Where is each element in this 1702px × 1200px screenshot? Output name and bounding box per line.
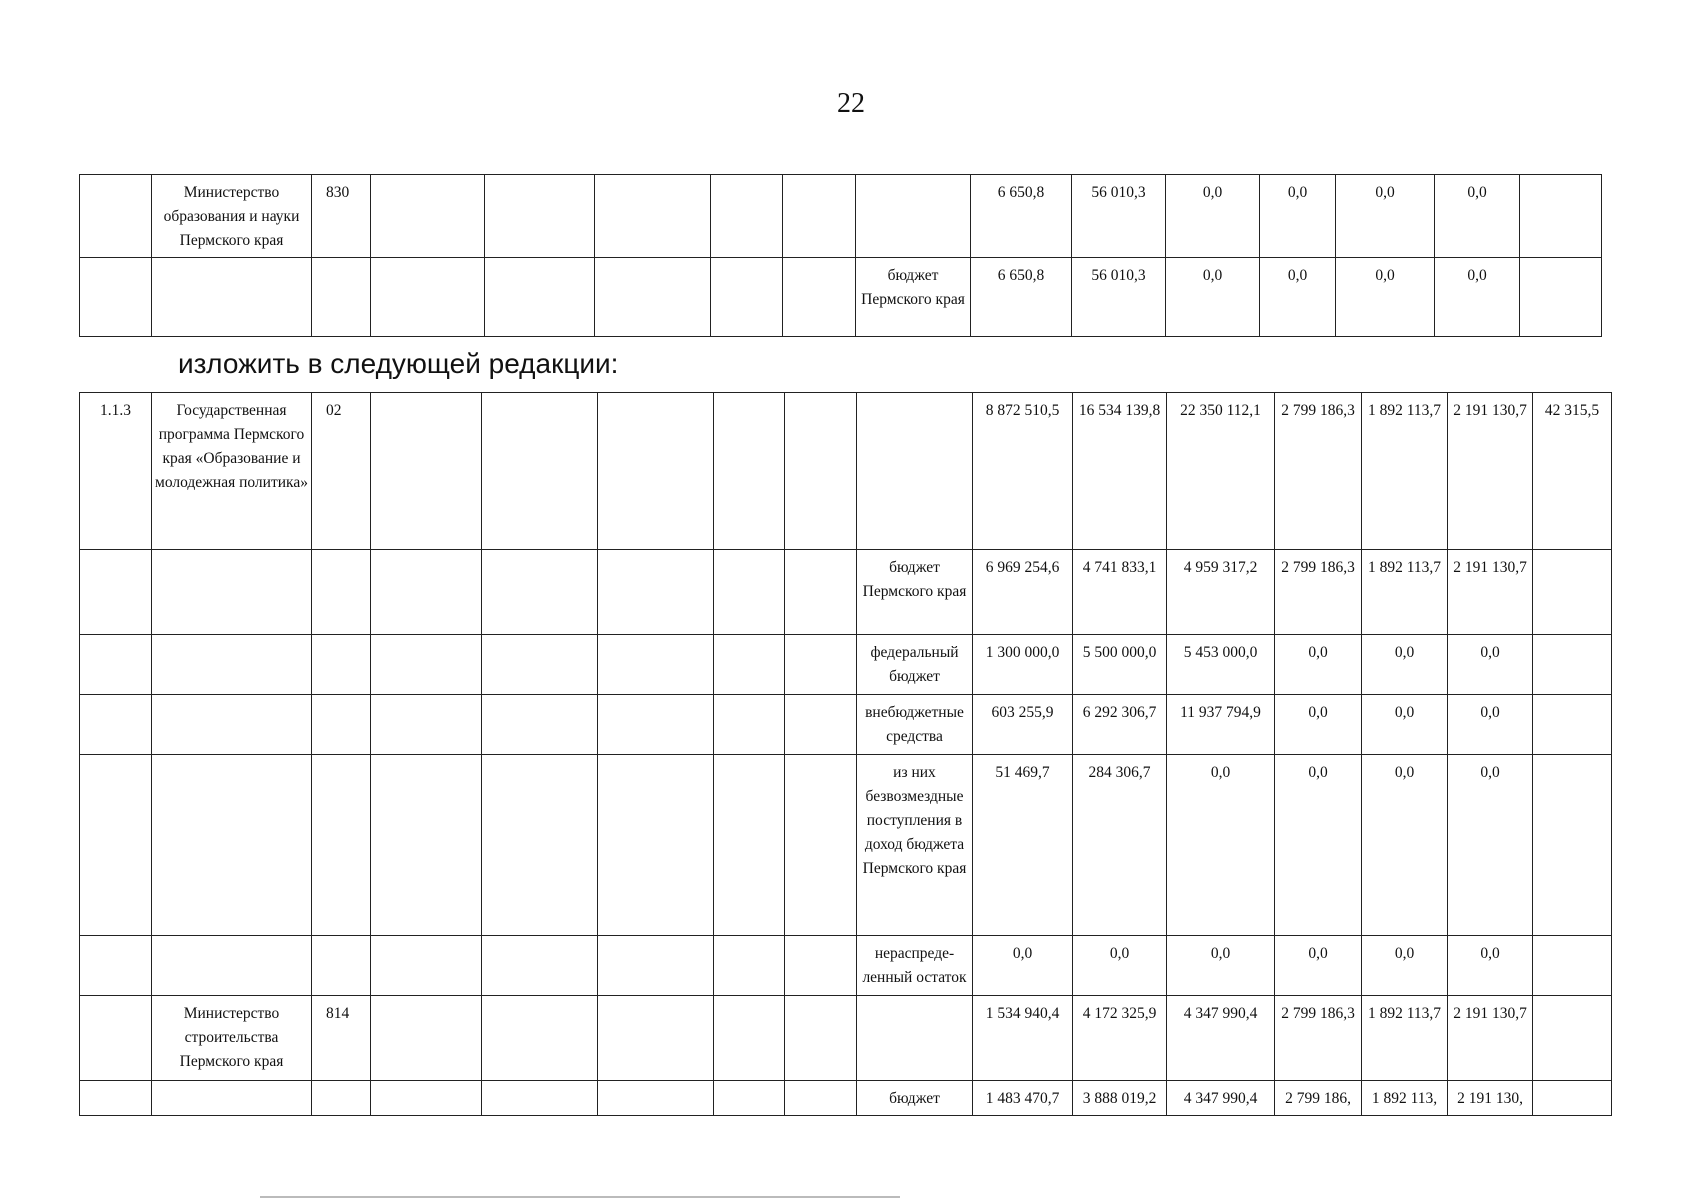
table-row	[80, 695, 1612, 755]
empty-cell	[711, 175, 783, 258]
empty-cell	[482, 550, 598, 635]
value-cell: 2 191 130,7	[1448, 550, 1533, 635]
row-code	[312, 258, 371, 337]
row-name	[152, 258, 312, 337]
table-row	[80, 635, 1612, 695]
value-cell: 2 191 130,	[1448, 1081, 1533, 1116]
empty-cell	[785, 936, 857, 996]
row-name	[152, 695, 312, 755]
empty-cell	[783, 258, 856, 337]
value-cell: 0,0	[1166, 175, 1260, 258]
value-cell: 51 469,7	[973, 755, 1073, 936]
value-cell: 6 969 254,6	[973, 550, 1073, 635]
empty-cell	[785, 1081, 857, 1116]
row-code: 814	[312, 996, 371, 1081]
empty-cell	[598, 936, 714, 996]
value-cell: 6 292 306,7	[1073, 695, 1167, 755]
empty-cell	[785, 635, 857, 695]
value-cell: 56 010,3	[1072, 175, 1166, 258]
empty-cell	[598, 1081, 714, 1116]
row-source	[856, 175, 971, 258]
value-cell	[1533, 1081, 1612, 1116]
row-source: бюджет Пермского края	[857, 550, 973, 635]
value-cell: 0,0	[1275, 755, 1362, 936]
value-cell: 5 500 000,0	[1073, 635, 1167, 695]
row-code: 830	[312, 175, 371, 258]
empty-cell	[714, 936, 785, 996]
row-source	[857, 393, 973, 550]
value-cell: 0,0	[1362, 936, 1448, 996]
row-name: Министерство образования и науки Пермского края	[152, 175, 312, 258]
empty-cell	[485, 175, 595, 258]
value-cell: 11 937 794,9	[1167, 695, 1275, 755]
value-cell: 6 650,8	[971, 258, 1072, 337]
empty-cell	[785, 393, 857, 550]
row-name	[152, 1081, 312, 1116]
row-number	[80, 258, 152, 337]
value-cell: 0,0	[1336, 175, 1435, 258]
row-name: Министерство строительства Пермского края	[152, 996, 312, 1081]
value-cell: 0,0	[1362, 755, 1448, 936]
empty-cell	[714, 635, 785, 695]
row-name	[152, 635, 312, 695]
row-code	[312, 936, 371, 996]
value-cell: 0,0	[1448, 755, 1533, 936]
value-cell: 1 534 940,4	[973, 996, 1073, 1081]
scan-edge-line	[260, 1196, 900, 1198]
empty-cell	[598, 996, 714, 1081]
value-cell: 4 347 990,4	[1167, 996, 1275, 1081]
empty-cell	[482, 996, 598, 1081]
table-row	[80, 393, 1612, 550]
value-cell: 16 534 139,8	[1073, 393, 1167, 550]
new-budget-table	[79, 392, 1612, 1116]
value-cell: 0,0	[1275, 695, 1362, 755]
value-cell: 2 799 186,3	[1275, 393, 1362, 550]
empty-cell	[371, 635, 482, 695]
row-name	[152, 755, 312, 936]
row-number	[80, 1081, 152, 1116]
empty-cell	[482, 695, 598, 755]
empty-cell	[785, 996, 857, 1081]
empty-cell	[598, 635, 714, 695]
value-cell: 4 959 317,2	[1167, 550, 1275, 635]
empty-cell	[714, 695, 785, 755]
value-cell	[1520, 175, 1602, 258]
empty-cell	[714, 1081, 785, 1116]
row-number	[80, 936, 152, 996]
value-cell: 0,0	[1167, 755, 1275, 936]
value-cell: 6 650,8	[971, 175, 1072, 258]
table-row	[80, 258, 1602, 337]
empty-cell	[371, 695, 482, 755]
row-name	[152, 936, 312, 996]
value-cell	[1533, 755, 1612, 936]
row-name: Государственная программа Пермского края «Образование и молодежная политика»	[152, 393, 312, 550]
value-cell: 0,0	[973, 936, 1073, 996]
value-cell: 0,0	[1167, 936, 1275, 996]
value-cell: 0,0	[1435, 258, 1520, 337]
value-cell: 603 255,9	[973, 695, 1073, 755]
value-cell: 1 892 113,7	[1362, 393, 1448, 550]
value-cell: 1 892 113,7	[1362, 996, 1448, 1081]
value-cell: 0,0	[1275, 635, 1362, 695]
value-cell: 2 799 186,3	[1275, 550, 1362, 635]
row-number	[80, 550, 152, 635]
value-cell: 2 191 130,7	[1448, 393, 1533, 550]
empty-cell	[482, 1081, 598, 1116]
empty-cell	[595, 258, 711, 337]
page-number: 22	[837, 88, 865, 119]
empty-cell	[598, 393, 714, 550]
value-cell: 1 300 000,0	[973, 635, 1073, 695]
value-cell: 5 453 000,0	[1167, 635, 1275, 695]
value-cell: 0,0	[1362, 695, 1448, 755]
value-cell: 0,0	[1448, 695, 1533, 755]
empty-cell	[482, 393, 598, 550]
value-cell: 2 799 186,	[1275, 1081, 1362, 1116]
value-cell: 0,0	[1260, 175, 1336, 258]
value-cell: 2 191 130,7	[1448, 996, 1533, 1081]
empty-cell	[714, 755, 785, 936]
table-row	[80, 755, 1612, 936]
empty-cell	[371, 755, 482, 936]
value-cell: 0,0	[1435, 175, 1520, 258]
empty-cell	[714, 550, 785, 635]
value-cell	[1533, 996, 1612, 1081]
value-cell: 0,0	[1260, 258, 1336, 337]
value-cell: 0,0	[1448, 635, 1533, 695]
row-number	[80, 755, 152, 936]
row-code	[312, 1081, 371, 1116]
row-number: 1.1.3	[80, 393, 152, 550]
row-source: из них безвозмездные поступления в доход бюджета Пермского края	[857, 755, 973, 936]
section-heading: изложить в следующей редакции:	[178, 348, 619, 379]
value-cell	[1533, 550, 1612, 635]
empty-cell	[371, 996, 482, 1081]
empty-cell	[371, 175, 485, 258]
row-code	[312, 550, 371, 635]
empty-cell	[598, 755, 714, 936]
value-cell: 1 483 470,7	[973, 1081, 1073, 1116]
row-code: 02	[312, 393, 371, 550]
value-cell: 0,0	[1336, 258, 1435, 337]
value-cell: 2 799 186,3	[1275, 996, 1362, 1081]
row-code	[312, 695, 371, 755]
value-cell: 4 347 990,4	[1167, 1081, 1275, 1116]
value-cell: 0,0	[1362, 635, 1448, 695]
row-number	[80, 175, 152, 258]
empty-cell	[783, 175, 856, 258]
empty-cell	[714, 996, 785, 1081]
empty-cell	[785, 755, 857, 936]
value-cell: 0,0	[1073, 936, 1167, 996]
empty-cell	[598, 550, 714, 635]
value-cell: 3 888 019,2	[1073, 1081, 1167, 1116]
empty-cell	[482, 755, 598, 936]
value-cell	[1533, 695, 1612, 755]
table-row	[80, 1081, 1612, 1116]
value-cell: 56 010,3	[1072, 258, 1166, 337]
value-cell: 0,0	[1166, 258, 1260, 337]
table-row	[80, 175, 1602, 258]
value-cell: 8 872 510,5	[973, 393, 1073, 550]
value-cell	[1533, 635, 1612, 695]
empty-cell	[711, 258, 783, 337]
table-row	[80, 936, 1612, 996]
row-source: бюджет Пермского края	[856, 258, 971, 337]
row-source: внебюджетные средства	[857, 695, 973, 755]
old-budget-table	[79, 174, 1602, 337]
empty-cell	[482, 936, 598, 996]
value-cell: 284 306,7	[1073, 755, 1167, 936]
empty-cell	[371, 258, 485, 337]
empty-cell	[785, 550, 857, 635]
value-cell: 42 315,5	[1533, 393, 1612, 550]
empty-cell	[714, 393, 785, 550]
row-code	[312, 755, 371, 936]
row-code	[312, 635, 371, 695]
empty-cell	[485, 258, 595, 337]
value-cell: 4 172 325,9	[1073, 996, 1167, 1081]
value-cell: 22 350 112,1	[1167, 393, 1275, 550]
empty-cell	[371, 393, 482, 550]
row-number	[80, 695, 152, 755]
empty-cell	[371, 1081, 482, 1116]
row-number	[80, 635, 152, 695]
row-source: бюджет	[857, 1081, 973, 1116]
row-source	[857, 996, 973, 1081]
value-cell	[1520, 258, 1602, 337]
row-source: федеральный бюджет	[857, 635, 973, 695]
empty-cell	[598, 695, 714, 755]
table-row	[80, 996, 1612, 1081]
row-source: нераспреде-ленный остаток	[857, 936, 973, 996]
empty-cell	[482, 635, 598, 695]
empty-cell	[785, 695, 857, 755]
value-cell: 4 741 833,1	[1073, 550, 1167, 635]
row-name	[152, 550, 312, 635]
table-row	[80, 550, 1612, 635]
empty-cell	[371, 550, 482, 635]
value-cell	[1533, 936, 1612, 996]
value-cell: 1 892 113,7	[1362, 550, 1448, 635]
value-cell: 0,0	[1275, 936, 1362, 996]
row-number	[80, 996, 152, 1081]
empty-cell	[595, 175, 711, 258]
empty-cell	[371, 936, 482, 996]
value-cell: 1 892 113,	[1362, 1081, 1448, 1116]
value-cell: 0,0	[1448, 936, 1533, 996]
